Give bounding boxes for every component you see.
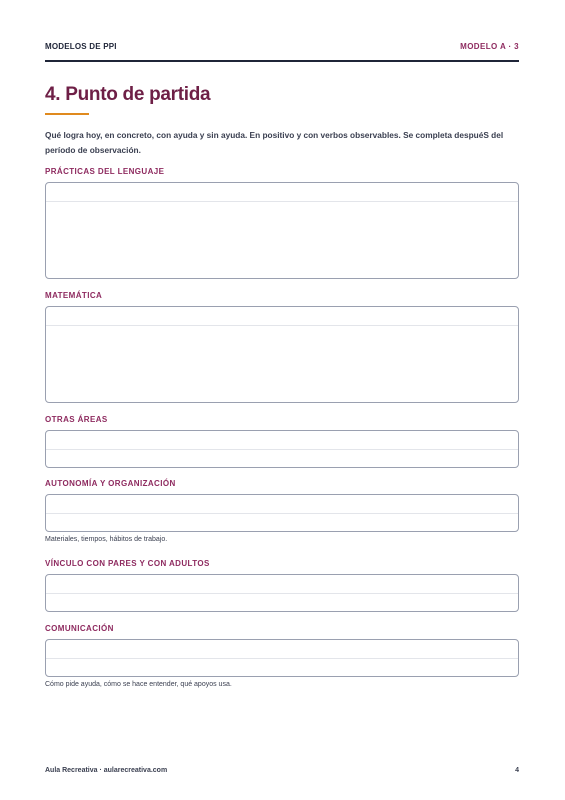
field-guide-line [46,449,518,450]
section-title: 4. Punto de partida [45,84,211,105]
header-model-label: MODELO A · 3 [460,42,519,51]
field-comunicacion-input[interactable] [45,639,519,677]
footer-page-number: 4 [515,767,519,774]
field-label-vinculo: VÍNCULO CON PARES Y CON ADULTOS [45,559,210,568]
footer-site: Aula Recreativa · aularecreativa.com [45,767,168,774]
field-practicas-input[interactable] [45,182,519,279]
field-autonomia-input[interactable] [45,494,519,532]
field-label-practicas: PRÁCTICAS DEL LENGUAJE [45,167,165,176]
field-vinculo-input[interactable] [45,574,519,612]
field-label-matematica: MATEMÁTICA [45,291,103,300]
field-guide-line [46,325,518,326]
field-label-comunicacion: COMUNICACIÓN [45,624,114,633]
field-guide-line [46,201,518,202]
document-page [45,0,519,800]
header-doc-title: MODELOS DE PPI [45,42,117,51]
section-intro [45,128,519,158]
title-underline [45,113,89,115]
field-guide-line [46,658,518,659]
field-label-autonomia: AUTONOMÍA Y ORGANIZACIÓN [45,479,176,488]
field-guide-line [46,513,518,514]
field-matematica-input[interactable] [45,306,519,403]
field-note-comunicacion: Cómo pide ayuda, cómo se hace entender, qué apoyos usa. [45,681,232,688]
page-header [45,42,519,62]
section-intro-text: Qué logra hoy, en concreto, con ayuda y sin ayuda. En positivo y con verbos observables. Se completa despuéS del período de observación. [45,130,504,155]
field-note-autonomia: Materiales, tiempos, hábitos de trabajo. [45,536,168,543]
field-guide-line [46,593,518,594]
field-otras-areas-input[interactable] [45,430,519,468]
field-label-otras-areas: OTRAS ÁREAS [45,415,108,424]
